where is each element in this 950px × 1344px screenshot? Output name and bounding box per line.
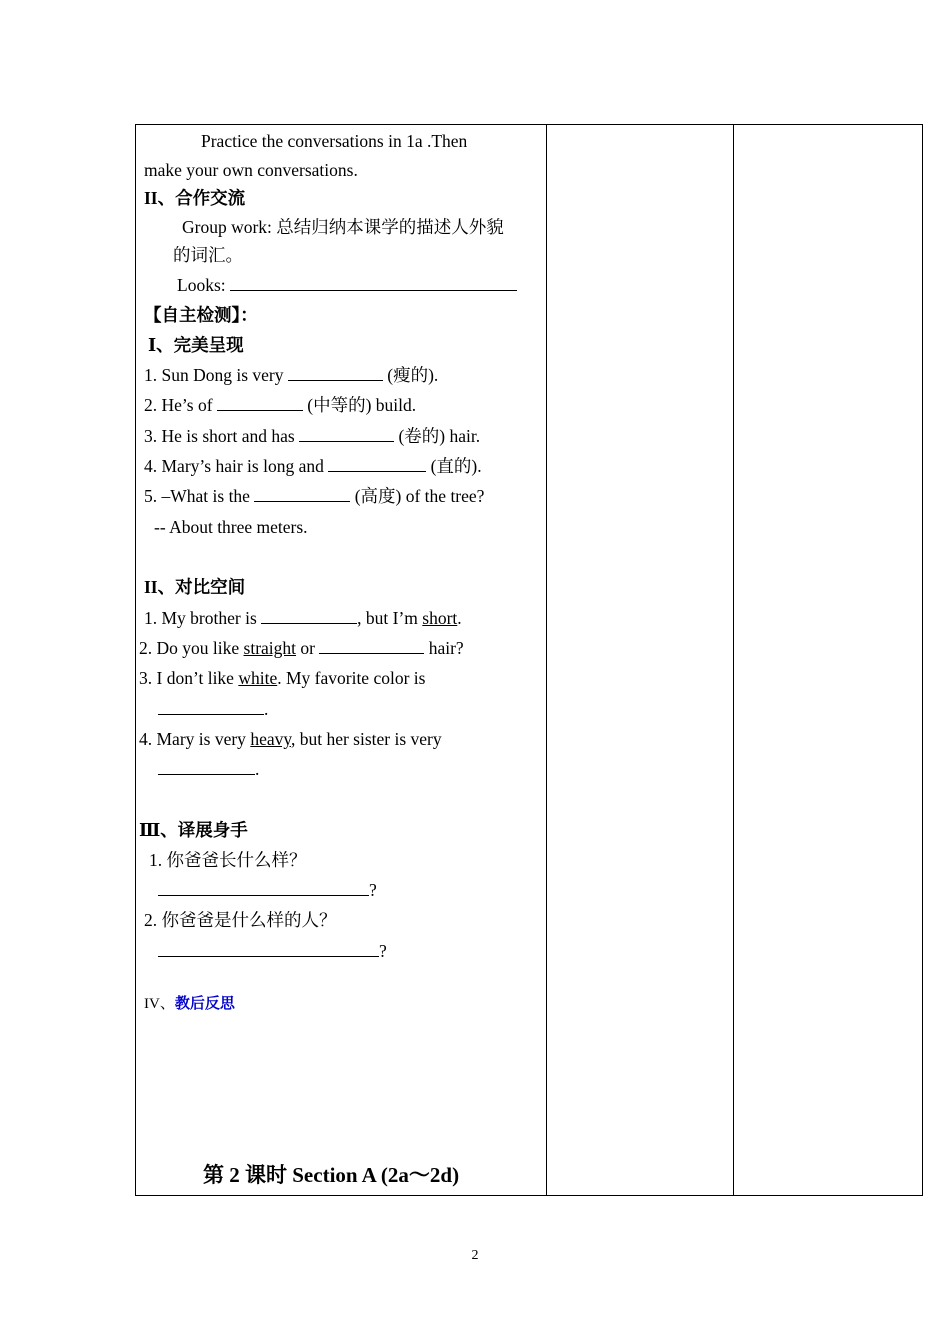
contrast-item-3: 3. I don’t like white. My favorite color is	[139, 668, 426, 688]
answer-blank[interactable]	[288, 365, 383, 381]
exercise-item: 1. Sun Dong is very (瘦的).	[144, 365, 439, 385]
translate-answer-1: ?	[158, 880, 377, 900]
translate-answer-2: ?	[158, 941, 387, 961]
lesson-section-title: 第 2 课时 Section A (2a～2d)	[203, 1163, 460, 1187]
answer-blank[interactable]	[217, 395, 303, 411]
answer-blank[interactable]	[158, 880, 369, 896]
contrast-item-4-cont: .	[158, 759, 259, 779]
answer-blank[interactable]	[158, 759, 255, 775]
self-check-heading: 【自主检测】：	[144, 305, 258, 325]
looks-line	[177, 275, 517, 295]
reflection-heading: IV、教后反思	[144, 996, 235, 1012]
answer-blank[interactable]	[299, 426, 394, 442]
answer-blank[interactable]	[319, 638, 424, 654]
answer-blank[interactable]	[254, 486, 350, 502]
answer-blank[interactable]	[158, 941, 379, 957]
contrast-item-2: 2. Do you like straight or hair?	[139, 638, 464, 658]
contrast-item-3-cont: .	[158, 699, 268, 719]
practice-line-1: Practice the conversations in 1a .Then	[201, 131, 468, 151]
answer-5-text: -- About three meters.	[154, 517, 308, 537]
group-work-line-1: Group work: 总结归纳本课学的描述人外貌	[182, 217, 504, 237]
contrast-heading: II、对比空间	[144, 577, 246, 597]
answer-blank[interactable]	[261, 608, 357, 624]
practice-line-2: make your own conversations.	[144, 160, 358, 180]
column-divider-2	[733, 125, 734, 1195]
translate-item-1: 1. 你爸爸长什么样？	[149, 850, 307, 870]
contrast-item-4: 4. Mary is very heavy, but her sister is very	[139, 729, 442, 749]
column-divider-1	[546, 125, 547, 1195]
cooperation-heading: II、合作交流	[144, 188, 246, 208]
looks-blank[interactable]	[230, 275, 517, 291]
looks-label: Looks:	[177, 275, 230, 295]
translate-heading: Ⅲ、译展身手	[139, 820, 248, 840]
translate-item-2: 2. 你爸爸是什么样的人？	[144, 910, 337, 930]
page-number: 2	[471, 1248, 479, 1263]
answer-blank[interactable]	[328, 456, 426, 472]
exercise-item: 5. –What is the (高度) of the tree?	[144, 486, 485, 506]
contrast-item-1: 1. My brother is , but I’m short.	[144, 608, 462, 628]
part1-heading: Ⅰ、完美呈现	[148, 335, 244, 355]
exercise-item: 4. Mary’s hair is long and (直的).	[144, 456, 482, 476]
exercise-item: 3. He is short and has (卷的) hair.	[144, 426, 481, 446]
answer-blank[interactable]	[158, 699, 264, 715]
group-work-line-2: 的词汇。	[173, 245, 243, 265]
exercise-item: 2. He’s of (中等的) build.	[144, 395, 417, 415]
